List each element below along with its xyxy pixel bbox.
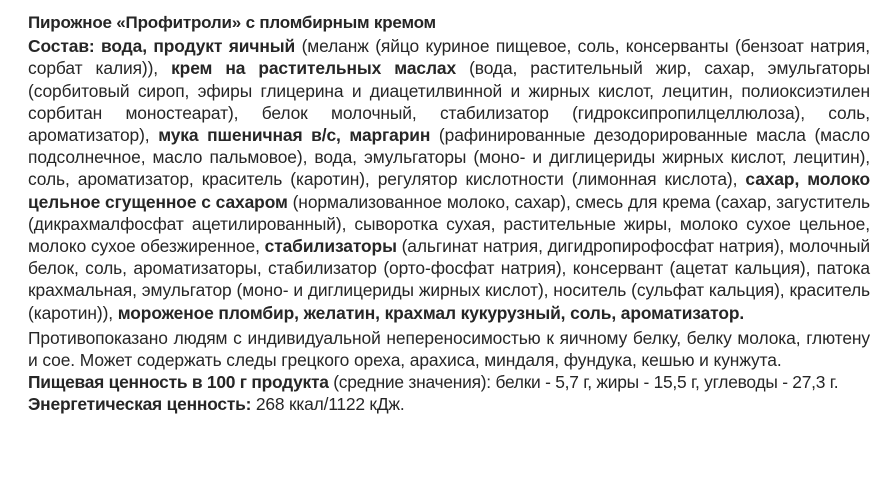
nutrition-values: (средние значения): белки - 5,7 г, жиры - 15,5 г, углеводы - 27,3 г. xyxy=(328,372,839,393)
composition-segment: крем на растительных маслах xyxy=(171,58,457,79)
nutrition-label: Пищевая ценность в 100 г продукта xyxy=(28,372,329,393)
composition-segment: стабилизаторы xyxy=(264,236,397,257)
contraindication-text: Противопоказано людям с индивидуальной непереносимостью к яичному белку, белку молока, глютену и сое. Может содержать следы грецкого ореха, арахиса, миндаля, фундука, кешью и кунжута. xyxy=(28,327,870,371)
composition-segment: (вода, растительный жир, сахар, эмульгаторы (сорбитовый сироп, эфиры глицерина и диацетилвинной и жирных кислот, лецитин, полиоксиэтилен сорбитан моностеарат), белок молочный, стабилизатор (гидроксипропилцеллюлоза), соль, ароматизатор), xyxy=(28,58,870,146)
composition-segment: сахар, молоко цельное сгущенное с сахаром xyxy=(28,169,871,212)
composition-segment: Состав: вода, продукт яичный xyxy=(28,36,296,57)
composition-text xyxy=(28,35,870,324)
composition-segment: мороженое пломбир, желатин, крахмал кукурузный, соль, ароматизатор. xyxy=(117,302,745,323)
energy-values: 268 ккал/1122 кДж. xyxy=(251,394,405,415)
composition-segment: (нормализованное молоко, сахар), смесь для крема (сахар, загуститель (дикрахмалфосфат ацетилированный), сыворотка сухая, растительные жиры, молоко сухое цельное, молоко сухое обезжиренное, xyxy=(28,191,870,257)
composition-segment: (меланж (яйцо куриное пищевое, соль, консерванты (бензоат натрия, сорбат калия)), xyxy=(28,36,870,79)
nutrition-line xyxy=(28,371,870,393)
product-title: Пирожное «Профитроли» с пломбирным кремом xyxy=(28,13,436,32)
composition-segment: (рафинированные дезодорированные масла (масло подсолнечное, масло пальмовое), вода, эмульгаторы (моно- и диглицериды жирных кислот, лецитин), соль, ароматизатор, краситель (каротин), регулятор кислотности (лимонная кислота), xyxy=(28,125,870,190)
energy-line xyxy=(28,393,870,415)
energy-label: Энергетическая ценность: xyxy=(28,394,252,415)
composition-segment: (альгинат натрия, дигидропирофосфат натрия), молочный белок, соль, ароматизаторы, стабилизатор (орто-фосфат натрия), консервант (ацетат кальция), патока крахмальная, эмульгатор (моно- и диглицериды жирных кислот), носитель (сульфат кальция), краситель (каротин)), xyxy=(28,236,870,323)
composition-segment: мука пшеничная в/с, маргарин xyxy=(158,125,431,146)
product-label xyxy=(28,12,870,416)
